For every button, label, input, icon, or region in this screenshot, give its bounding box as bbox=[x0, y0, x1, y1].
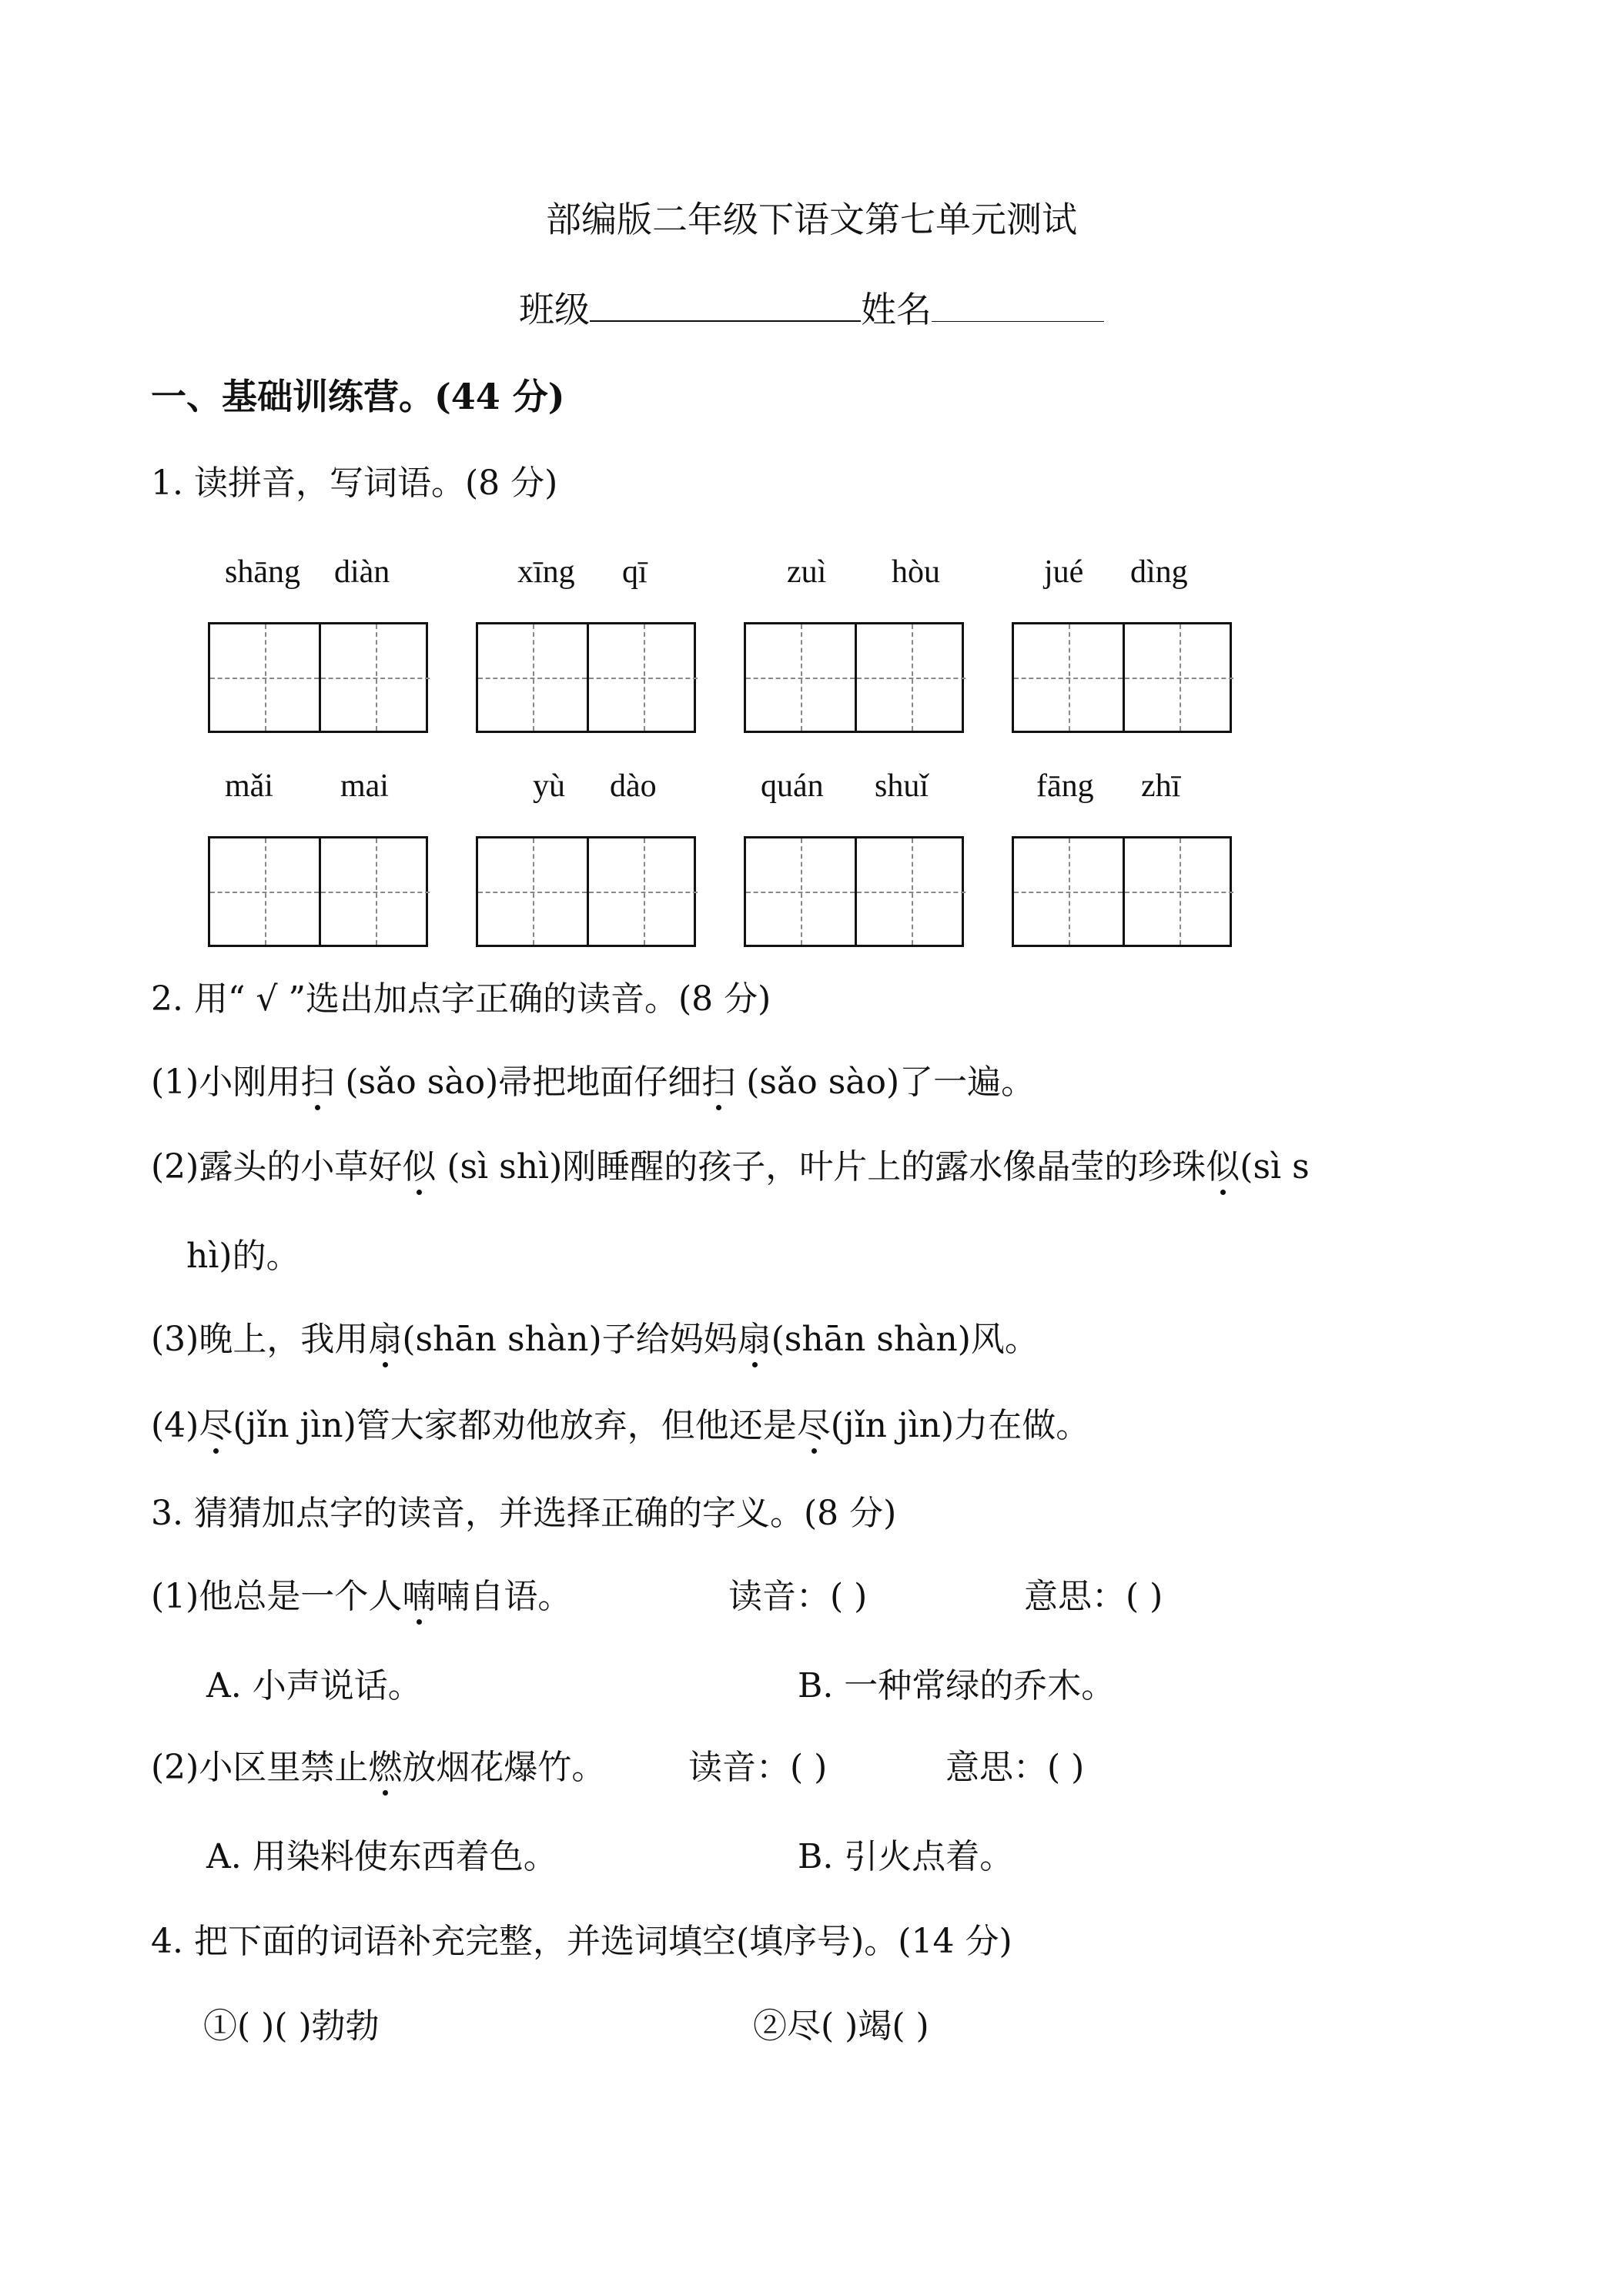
q3-1-option-b: B. 一种常绿的乔木。 bbox=[798, 1666, 1116, 1705]
q3-prompt: 3. 猜猜加点字的读音，并选择正确的字义。(8 分) bbox=[151, 1494, 897, 1533]
q2-sentence-1: (1)小刚用扫 (sǎo sào)帚把地面仔细扫 (sǎo sào)了一遍。 bbox=[151, 1063, 1036, 1102]
q3-1-option-a: A. 小声说话。 bbox=[206, 1666, 422, 1705]
dotted-char: 尽 bbox=[796, 1406, 831, 1445]
writing-grid[interactable] bbox=[1012, 622, 1232, 733]
pinyin: zuì bbox=[787, 554, 827, 590]
pinyin: zhī bbox=[1141, 768, 1181, 804]
dotted-char: 燃 bbox=[368, 1748, 403, 1787]
dotted-char: 扇 bbox=[737, 1320, 771, 1359]
dotted-char: 尽 bbox=[199, 1406, 233, 1445]
q3-1-meaning[interactable]: 意思：( ) bbox=[1024, 1577, 1163, 1616]
dotted-char: 扫 bbox=[701, 1063, 736, 1102]
writing-grid[interactable] bbox=[1012, 836, 1232, 947]
q3-sentence-1: (1)他总是一个人喃喃自语。 bbox=[151, 1577, 572, 1616]
q3-2-option-a: A. 用染料使东西着色。 bbox=[206, 1837, 557, 1876]
pinyin: diàn bbox=[334, 554, 390, 590]
pinyin: mǎi bbox=[225, 768, 273, 804]
pinyin: xīng bbox=[517, 554, 575, 590]
pinyin: yù bbox=[533, 768, 565, 804]
writing-grid[interactable] bbox=[744, 836, 964, 947]
q1-prompt: 1. 读拼音，写词语。(8 分) bbox=[151, 464, 558, 503]
q2-prompt: 2. 用“ √ ”选出加点字正确的读音。(8 分) bbox=[151, 979, 771, 1019]
pinyin: quán bbox=[761, 768, 824, 804]
pinyin: shuǐ bbox=[875, 768, 929, 804]
q2-sentence-2: (2)露头的小草好似 (sì shì)刚睡醒的孩子，叶片上的露水像晶莹的珍珠似(sì s bbox=[151, 1147, 1310, 1186]
page-title: 部编版二年级下语文第七单元测试 bbox=[546, 199, 1077, 240]
dotted-char: 扇 bbox=[368, 1320, 403, 1359]
q3-1-reading[interactable]: 读音：( ) bbox=[728, 1577, 868, 1616]
pinyin: shāng bbox=[225, 554, 300, 590]
writing-grid[interactable] bbox=[476, 836, 696, 947]
q4-prompt: 4. 把下面的词语补充完整，并选词填空(填序号)。(14 分) bbox=[151, 1922, 1012, 1961]
q3-2-reading[interactable]: 读音：( ) bbox=[688, 1748, 828, 1787]
pinyin: fāng bbox=[1036, 768, 1094, 804]
pinyin: mai bbox=[340, 768, 389, 804]
q3-2-meaning[interactable]: 意思：( ) bbox=[945, 1748, 1085, 1787]
name-blank[interactable] bbox=[932, 290, 1104, 322]
section-heading: 一、基础训练营。(44 分) bbox=[151, 376, 565, 417]
pinyin: hòu bbox=[892, 554, 940, 590]
writing-grid[interactable] bbox=[208, 622, 428, 733]
class-label: 班级 bbox=[519, 289, 590, 330]
pinyin: jué bbox=[1044, 554, 1084, 590]
q4-item-1[interactable]: ①( )( )勃勃 bbox=[203, 2006, 380, 2046]
class-name-line bbox=[0, 289, 1623, 330]
q4-item-2[interactable]: ②尽( )竭( ) bbox=[753, 2006, 929, 2046]
q2-sentence-4: (4)尽(jǐn jìn)管大家都劝他放弃，但他还是尽(jǐn jìn)力在做。 bbox=[151, 1406, 1090, 1445]
writing-grid[interactable] bbox=[744, 622, 964, 733]
writing-grid[interactable] bbox=[208, 836, 428, 947]
dotted-char: 似 bbox=[402, 1147, 437, 1186]
class-blank[interactable] bbox=[590, 290, 861, 322]
q2-sentence-2-cont: hì)的。 bbox=[186, 1237, 300, 1276]
pinyin: qī bbox=[622, 554, 648, 590]
q3-2-option-b: B. 引火点着。 bbox=[798, 1837, 1014, 1876]
q2-sentence-3: (3)晚上，我用扇(shān shàn)子给妈妈扇(shān shàn)风。 bbox=[151, 1320, 1039, 1359]
pinyin: dào bbox=[610, 768, 657, 804]
dotted-char: 似 bbox=[1206, 1147, 1240, 1186]
dotted-char: 扫 bbox=[300, 1063, 335, 1102]
name-label: 姓名 bbox=[861, 289, 932, 330]
writing-grid[interactable] bbox=[476, 622, 696, 733]
dotted-char: 喃 bbox=[402, 1577, 437, 1616]
pinyin: dìng bbox=[1130, 554, 1188, 590]
q3-sentence-2: (2)小区里禁止燃放烟花爆竹。 bbox=[151, 1748, 606, 1787]
